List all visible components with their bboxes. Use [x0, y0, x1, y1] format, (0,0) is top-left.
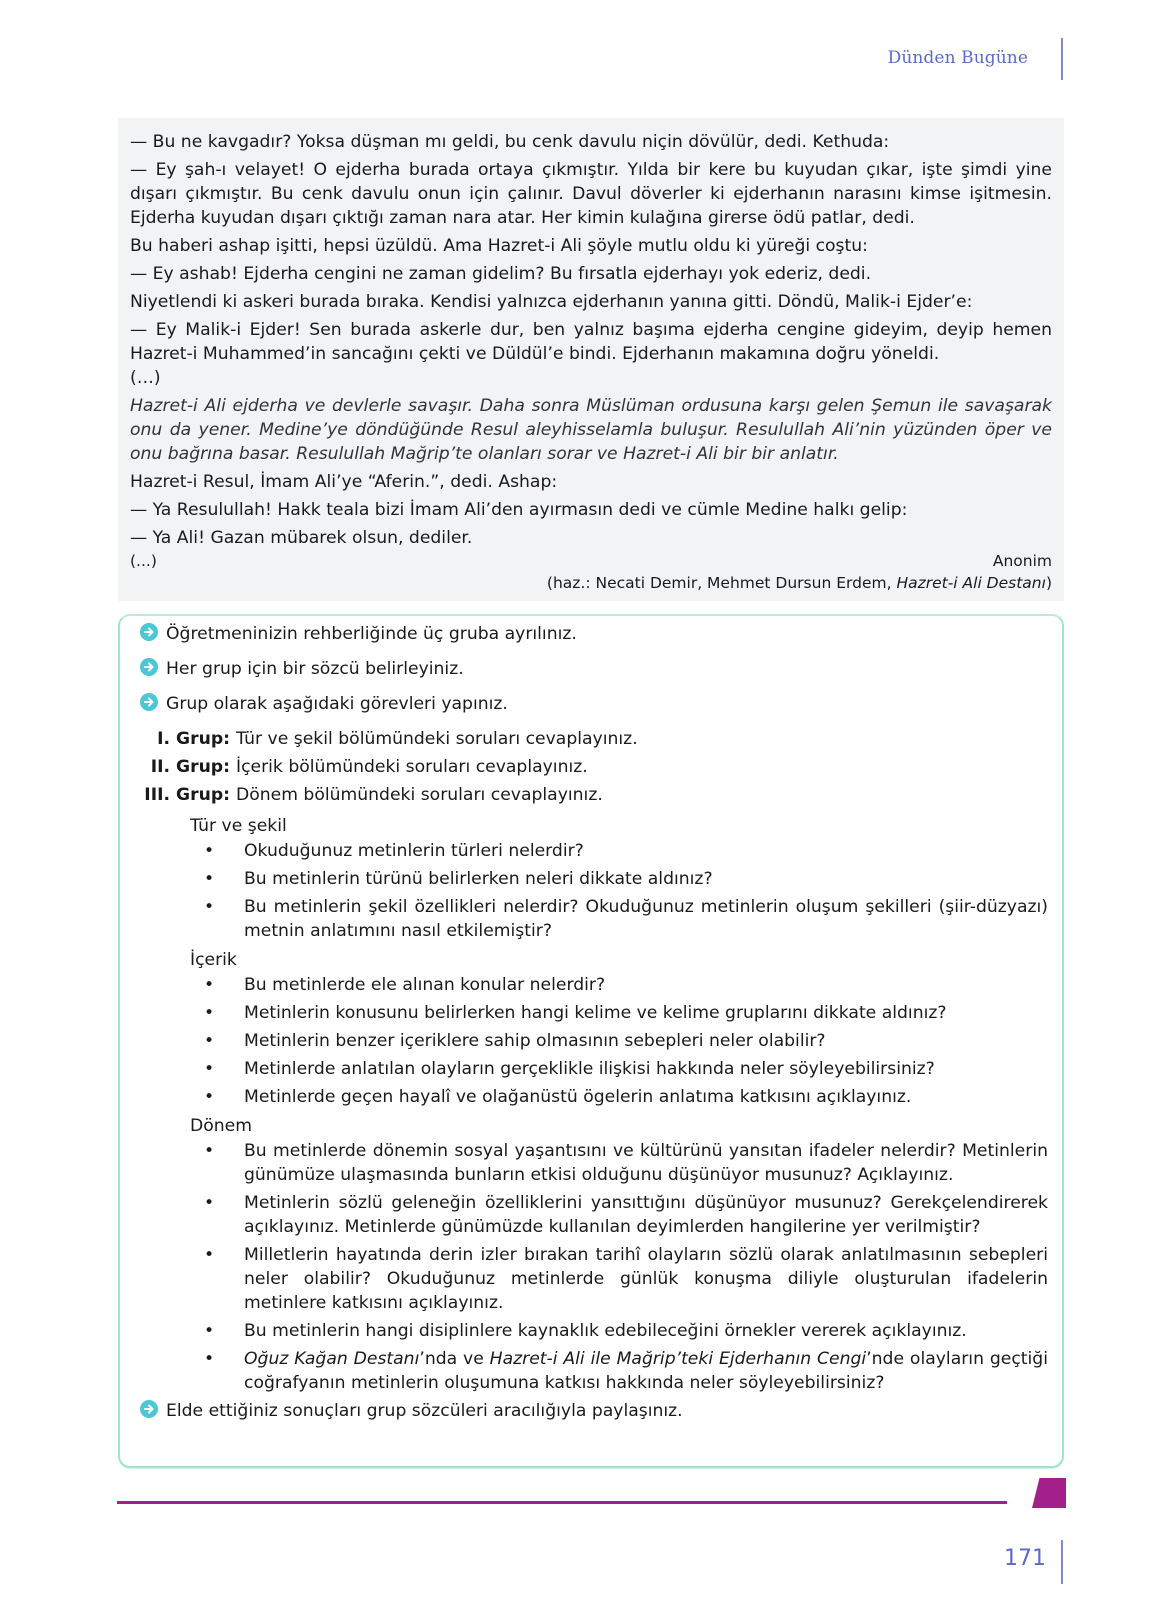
running-header-title: Dünden Bugüne [887, 48, 1028, 68]
instruction-item: Grup olarak aşağıdaki görevleri yapınız. [140, 692, 1048, 716]
question-item: • Milletlerin hayatında derin izler bırakan tarihî olayların sözlü olarak anlatılmasının sebepleri neler olabilir? Okuduğunuz metinlerde günlük konuşma diliyle oluşturulan ifadelerin metinlere katkısını açıklayınız. [190, 1243, 1048, 1315]
question-item: • Bu metinlerde dönemin sosyal yaşantısını ve kültürünü yansıtan ifadeler nelerdir? Metinlerin günümüze ulaşmasında bunların etkisi olduğunu düşünüyor musunuz? Açıklayınız. [190, 1139, 1048, 1187]
instruction-item: Her grup için bir sözcü belirleyiniz. [140, 657, 1048, 681]
question-item: • Oğuz Kağan Destanı’nda ve Hazret-i Ali ile Mağrip’teki Ejderhanın Cengi’nde olayların geçtiği coğrafyanın metinlerin oluşumuna katkısı hakkında neler söyleyebilirsiniz? [190, 1347, 1048, 1395]
arrow-right-circle-icon [140, 658, 158, 676]
ellipsis-marker: (...) [130, 552, 157, 570]
bullet-icon: • [204, 1087, 215, 1107]
story-paragraph: — Ya Resulullah! Hakk teala bizi İmam Ali’den ayırmasın dedi ve cümle Medine halkı gelip: [130, 500, 908, 520]
question-item: • Metinlerin benzer içeriklere sahip olmasının sebepleri neler olabilir? [190, 1029, 1048, 1053]
bullet-icon: • [204, 1059, 215, 1079]
question-item: • Bu metinlerin türünü belirlerken neleri dikkate aldınız? [190, 867, 1048, 891]
page-number-divider [1061, 1540, 1063, 1584]
question-item: • Bu metinlerin hangi disiplinlere kaynaklık edebileceğini örnekler vererek açıklayınız. [190, 1319, 1048, 1343]
question-item: • Bu metinlerde ele alınan konular nelerdir? [190, 973, 1048, 997]
bullet-icon: • [204, 1031, 215, 1051]
instruction-item: Elde ettiğiniz sonuçları grup sözcüleri aracılığıyla paylaşınız. [140, 1399, 1048, 1423]
section-title-donem: Dönem [190, 1116, 252, 1136]
group-assignment: II. Grup: İçerik bölümündeki soruları cevaplayınız. [150, 757, 588, 777]
footer-divider [117, 1501, 1007, 1504]
group-activity-box [118, 614, 1064, 1468]
story-paragraph: Hazret-i Resul, İmam Ali’ye “Aferin.”, dedi. Ashap: [130, 472, 558, 492]
group-assignment: III. Grup: Dönem bölümündeki soruları cevaplayınız. [144, 785, 603, 805]
bullet-icon: • [204, 1321, 215, 1341]
story-paragraph: — Ey şah-ı velayet! O ejderha burada ortaya çıkmıştır. Yılda bir kere bu kuyudan çıkar, işte şimdi yine dışarı çıkmıştır. Bu cenk davulu onun için çalınır. Davul döverler ki ejderhanın narasını kimse işitmesin. Ejderha kuyudan dışarı çıktığı zaman nara atar. Her kimin kulağına girerse ödü patlar, dedi. [130, 160, 1052, 228]
story-author: Anonim [992, 552, 1052, 570]
question-item: • Bu metinlerin şekil özellikleri nelerdir? Okuduğunuz metinlerin oluşum şekilleri (şiir-düzyazı) metnin anlatımını nasıl etkilemiştir? [190, 895, 1048, 943]
story-paragraph: Bu haberi ashap işitti, hepsi üzüldü. Ama Hazret-i Ali şöyle mutlu oldu ki yüreği coştu: [130, 236, 868, 256]
group-assignments [140, 725, 1048, 809]
story-paragraph: — Ey Malik-i Ejder! Sen burada askerle dur, ben yalnız başıma ejderha cengine gideyim, deyip hemen Hazret-i Muhammed’in sancağını çekti ve Düldül’e bindi. Ejderhanın makamına doğru yöneldi. [130, 320, 1052, 364]
header-divider [1061, 38, 1063, 80]
story-paragraph: — Bu ne kavgadır? Yoksa düşman mı geldi, bu cenk davulu niçin dövülür, dedi. Kethuda: [130, 132, 890, 152]
bullet-icon: • [204, 841, 215, 861]
footer-accent-tab [1032, 1478, 1066, 1508]
work-title: Hazret-i Ali ile Mağrip’teki Ejderhanın Cengi [489, 1349, 867, 1369]
bullet-icon: • [204, 1003, 215, 1023]
section-title-tur-ve-sekil: Tür ve şekil [190, 816, 287, 836]
page-number: 171 [1004, 1546, 1046, 1571]
bullet-icon: • [204, 1141, 215, 1161]
question-item: • Metinlerin sözlü geleneğin özelliklerini yansıttığını düşünüyor musunuz? Gerekçelendirerek açıklayınız. Metinlerde günümüzde kullanılan deyimlerden hangilerine yer verilmiştir? [190, 1191, 1048, 1239]
story-paragraph: — Ya Ali! Gazan mübarek olsun, dediler. [130, 528, 473, 548]
source-title: Hazret-i Ali Destanı [896, 574, 1046, 592]
bullet-icon: • [204, 975, 215, 995]
bullet-icon: • [204, 897, 215, 917]
work-title: Oğuz Kağan Destanı [244, 1349, 420, 1369]
bullet-icon: • [204, 869, 215, 889]
bullet-icon: • [204, 1245, 215, 1265]
arrow-right-circle-icon [140, 1400, 158, 1418]
question-item: • Okuduğunuz metinlerin türleri nelerdir? [190, 839, 1048, 863]
question-item: • Metinlerde anlatılan olayların gerçeklikle ilişkisi hakkında neler söyleyebilirsiniz? [190, 1057, 1048, 1081]
section-title-icerik: İçerik [190, 950, 237, 970]
question-item: • Metinlerde geçen hayalî ve olağanüstü ögelerin anlatıma katkısını açıklayınız. [190, 1085, 1048, 1109]
story-excerpt-box [118, 118, 1064, 601]
question-item: • Metinlerin konusunu belirlerken hangi kelime ve kelime gruplarını dikkate aldınız? [190, 1001, 1048, 1025]
story-source-citation: (haz.: Necati Demir, Mehmet Dursun Erdem, Hazret-i Ali Destanı) [546, 574, 1052, 592]
story-paragraph: — Ey ashab! Ejderha cengini ne zaman gidelim? Bu fırsatla ejderhayı yok ederiz, dedi. [130, 264, 872, 284]
bullet-icon: • [204, 1349, 215, 1369]
arrow-right-circle-icon [140, 623, 158, 641]
group-assignment: I. Grup: Tür ve şekil bölümündeki soruları cevaplayınız. [157, 729, 638, 749]
story-paragraph: Niyetlendi ki askeri burada bıraka. Kendisi yalnızca ejderhanın yanına gitti. Döndü, Malik-i Ejder’e: [130, 292, 973, 312]
arrow-right-circle-icon [140, 693, 158, 711]
bullet-icon: • [204, 1193, 215, 1213]
ellipsis-marker: (…) [130, 368, 161, 388]
story-summary-italic: Hazret-i Ali ejderha ve devlerle savaşır. Daha sonra Müslüman ordusuna karşı gelen Şemun ile savaşarak onu da yener. Medine’ye döndüğünde Resul aleyhisselamla buluşur. Resulullah Ali’nin yüzünden öper ve onu bağrına basar. Resulullah Mağrip’te olanları sorar ve Hazret-i Ali bir bir anlatır. [130, 396, 1052, 464]
instruction-item: Öğretmeninizin rehberliğinde üç gruba ayrılınız. [140, 622, 1048, 646]
